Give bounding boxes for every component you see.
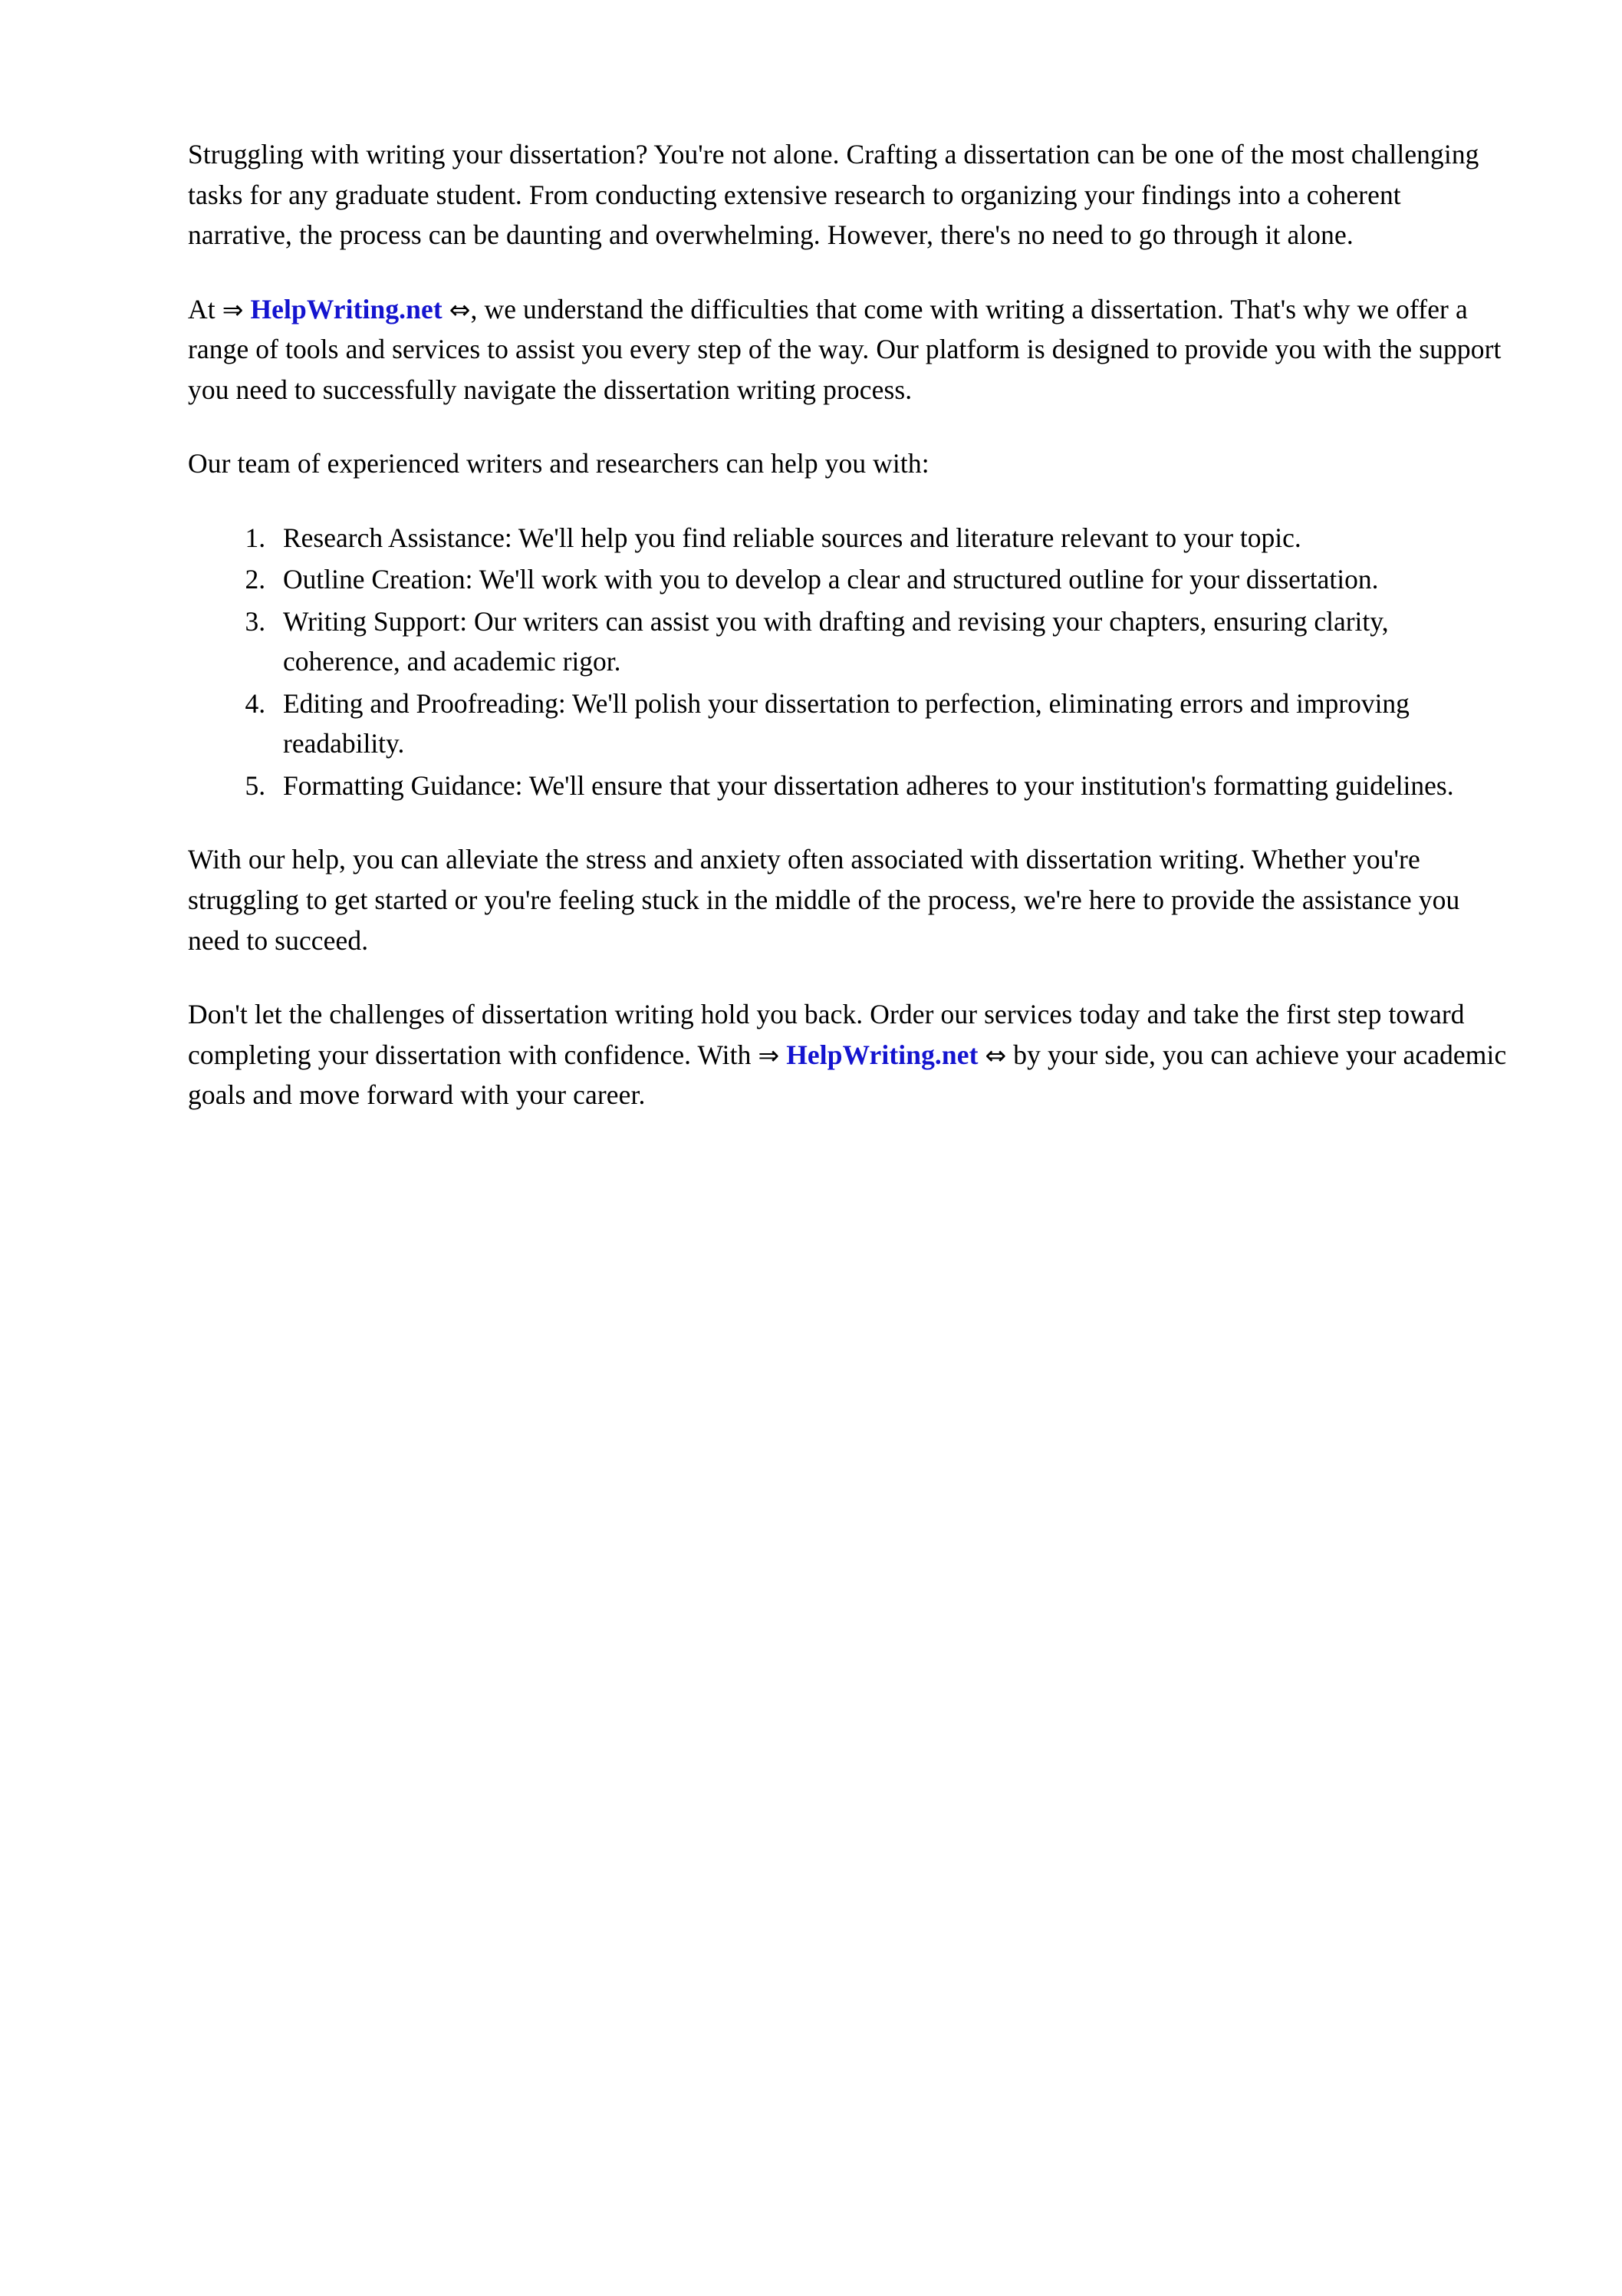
offer-prefix-text: At — [188, 293, 215, 324]
closing-suffix-text: by your side, you can achieve your academic goals and move forward with your career. — [188, 1039, 1507, 1111]
double-right-arrow-icon: ⇒ — [222, 294, 244, 324]
services-list — [188, 518, 1511, 806]
left-right-arrow-icon: ⇔ — [985, 1039, 1007, 1070]
helpwriting-link[interactable]: HelpWriting.net — [786, 1039, 979, 1070]
list-item: 2. Outline Creation: We'll work with you to develop a clear and structured outline for your dissertation. — [272, 559, 1511, 600]
list-item: 3. Writing Support: Our writers can assist you with drafting and revising your chapters, ensuring clarity, coherence, and academic rigor. — [272, 601, 1511, 682]
helpwriting-link-group-2[interactable] — [758, 1039, 1013, 1070]
double-right-arrow-icon: ⇒ — [758, 1039, 780, 1070]
list-item: 5. Formatting Guidance: We'll ensure that your dissertation adheres to your institution's formatting guidelines. — [272, 766, 1511, 806]
list-item: 4. Editing and Proofreading: We'll polish your dissertation to perfection, eliminating errors and improving readability. — [272, 684, 1511, 764]
paragraph-benefits: With our help, you can alleviate the stress and anxiety often associated with dissertation writing. Whether you're struggling to get started or you're feeling stuck in the middle of the process, we're here to provide the assistance you need to succeed. — [188, 844, 1460, 956]
closing-prefix-text: Don't let the challenges of dissertation writing hold you back. Order our services today and take the first step toward completing your dissertation with confidence. With — [188, 999, 1465, 1070]
offer-suffix-text: , we understand the difficulties that come with writing a dissertation. That's why we offer a range of tools and services to assist you every step of the way. Our platform is designed to provide you with the support you need to successfully navigate the dissertation writing process. — [188, 293, 1502, 405]
paragraph-team-intro: Our team of experienced writers and researchers can help you with: — [188, 448, 929, 479]
list-item: 1. Research Assistance: We'll help you find reliable sources and literature relevant to your topic. — [272, 518, 1511, 558]
paragraph-closing — [188, 994, 1511, 1115]
helpwriting-link-group-1[interactable] — [222, 294, 471, 324]
document-body — [188, 134, 1511, 1115]
paragraph-intro: Struggling with writing your dissertation? You're not alone. Crafting a dissertation can be one of the most challenging tasks for any graduate student. From conducting extensive research to organizing your findings into a coherent narrative, the process can be daunting and overwhelming. However, there's no need to go through it alone. — [188, 139, 1479, 251]
paragraph-offer — [188, 289, 1511, 410]
helpwriting-link[interactable]: HelpWriting.net — [250, 293, 443, 324]
left-right-arrow-icon: ⇔ — [449, 294, 471, 324]
